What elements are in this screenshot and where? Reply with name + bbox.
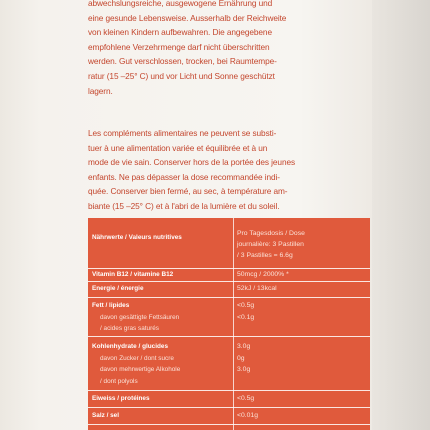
german-line: abwechslungsreiche, ausgewogene Ernährung und — [88, 0, 273, 8]
german-line: werden. Gut verschlossen, trocken, bei Raumtempe- — [88, 56, 277, 67]
french-line: biante (15 –25° C) et à l'abri de la lumière et du soleil. — [88, 200, 280, 211]
saturated-fat-value: <0.1g — [237, 314, 255, 321]
protein-label: Eiweiss / protéines — [92, 395, 150, 402]
nutrition-table-header — [88, 218, 370, 268]
protein-value: <0.5g — [237, 395, 255, 402]
row-divider — [88, 407, 370, 408]
saturated-fat-label: davon gesättigte Fettsäuren — [100, 314, 180, 321]
polyols-label: davon mehrwertige Alkohole — [100, 366, 181, 373]
nutrition-table — [88, 218, 370, 430]
row-divider — [88, 424, 370, 425]
french-line: Les compléments alimentaires ne peuvent se substi- — [88, 128, 277, 138]
vitamin-b12-label: Vitamin B12 / vitamine B12 — [92, 271, 174, 278]
sugar-label: davon Zucker / dont sucre — [100, 355, 174, 362]
nutrition-header-label: Nährwerte / Valeurs nutritives — [92, 234, 182, 241]
saturated-fat-label-fr: / acides gras saturés — [100, 325, 159, 332]
row-divider — [88, 268, 370, 269]
french-line: quée. Conserver bien fermé, au sec, à température am- — [88, 186, 288, 197]
fat-label: Fett / lipides — [92, 302, 130, 309]
carbs-label: Kohlenhydrate / glucides — [92, 343, 168, 350]
row-divider — [88, 336, 370, 337]
polyols-value: 3.0g — [237, 366, 251, 373]
package-fold-shadow — [372, 0, 430, 430]
french-line: tuer à une alimentation variée et équilibrée et à un — [88, 142, 268, 153]
serving-size-line: Pro Tagesdosis / Dose — [237, 230, 305, 237]
serving-size-header — [237, 228, 369, 261]
polyols-label-fr: / dont polyols — [100, 378, 138, 385]
carbs-value: 3.0g — [237, 343, 251, 350]
german-line: lagern. — [88, 85, 113, 96]
energy-value: 52kJ / 13kcal — [237, 285, 277, 292]
german-instructions — [88, 0, 346, 98]
row-divider — [88, 281, 370, 282]
vitamin-b12-value: 50mcg / 2000% * — [237, 271, 289, 278]
serving-size-line: journalière: 3 Pastillen — [237, 241, 304, 248]
fat-value: <0.5g — [237, 302, 255, 309]
german-line: ratur (15 –25° C) und vor Licht und Sonne geschützt — [88, 70, 275, 81]
row-divider — [88, 390, 370, 391]
french-instructions — [88, 126, 346, 214]
french-line: enfants. Ne pas dépasser la dose recommandée indi- — [88, 171, 280, 182]
german-line: von kleinen Kindern aufbewahren. Die angegebene — [88, 27, 272, 38]
french-line: mode de vie sain. Conserver hors de la portée des jeunes — [88, 157, 296, 168]
salt-value: <0.01g — [237, 412, 258, 419]
sugar-value: 0g — [237, 355, 245, 362]
energy-label: Energie / énergie — [92, 285, 144, 292]
serving-size-line: / 3 Pastilles = 6.6g — [237, 252, 293, 259]
row-divider — [88, 297, 370, 298]
salt-label: Salz / sel — [92, 412, 119, 419]
german-line: empfohlene Verzehrmenge darf nicht überschritten — [88, 41, 270, 52]
german-line: eine gesunde Lebensweise. Ausserhalb der Reichweite — [88, 12, 287, 23]
